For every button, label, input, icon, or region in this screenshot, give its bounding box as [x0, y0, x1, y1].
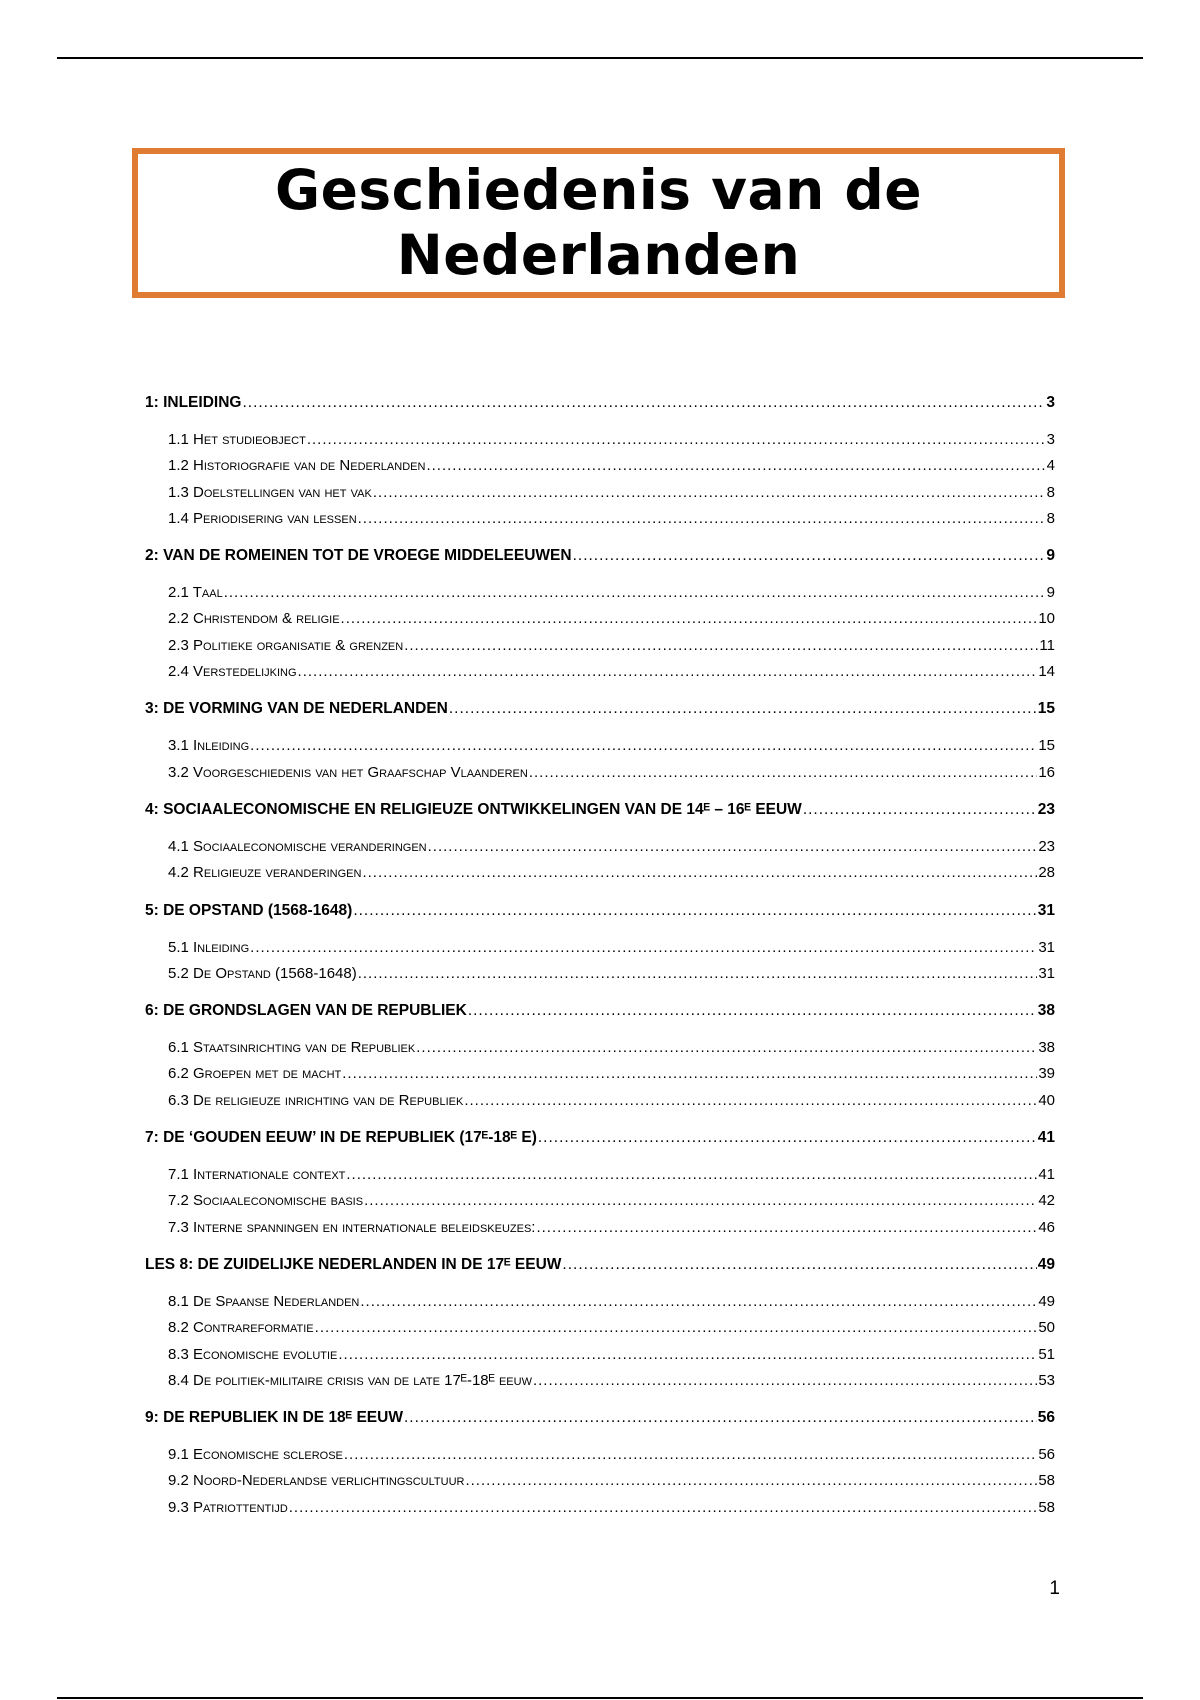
- toc-entry-label: 2.2 Christendom & religie: [168, 610, 340, 628]
- toc-entry-label: 4.2 Religieuze veranderingen: [168, 864, 362, 882]
- toc-entry-label: 2: VAN DE ROMEINEN TOT DE VROEGE MIDDELEEUWEN: [145, 547, 572, 565]
- toc-entry-label: 4: SOCIAALECONOMISCHE EN RELIGIEUZE ONTWIKKELINGEN VAN DE 14ᴱ – 16ᴱ EEUW: [145, 800, 802, 818]
- toc-entry-label: 4.1 Sociaaleconomische veranderingen: [168, 837, 427, 855]
- toc-entry-label: 3.2 Voorgeschiedenis van het Graafschap Vlaanderen: [168, 763, 528, 781]
- toc-entry-page: 9: [1046, 584, 1055, 602]
- toc-entry-label: 1.2 Historiografie van de Nederlanden: [168, 457, 426, 475]
- toc-entry-label: LES 8: DE ZUIDELIJKE NEDERLANDEN IN DE 17ᴱ EEUW: [145, 1255, 562, 1273]
- toc-entry-page: 41: [1037, 1129, 1055, 1147]
- toc-entry-page: 58: [1038, 1498, 1055, 1516]
- toc-entry-label: 7.2 Sociaaleconomische basis: [168, 1192, 364, 1210]
- toc-section-entry[interactable]: [145, 457, 1055, 483]
- toc-chapter-entry[interactable]: [145, 1129, 1055, 1155]
- toc-section-entry[interactable]: [145, 1219, 1055, 1245]
- toc-leader-dots: [533, 1372, 1037, 1389]
- toc-entry-page: 38: [1037, 1002, 1055, 1020]
- toc-entry-page: 53: [1038, 1371, 1055, 1389]
- toc-entry-page: 31: [1037, 901, 1055, 919]
- toc-section-entry[interactable]: [145, 737, 1055, 763]
- toc-leader-dots: [360, 1293, 1037, 1310]
- toc-leader-dots: [341, 610, 1038, 627]
- toc-leader-dots: [362, 864, 1037, 881]
- toc-entry-label: 1: INLEIDING: [145, 394, 242, 411]
- toc-leader-dots: [468, 1002, 1037, 1020]
- toc-chapter-entry[interactable]: [145, 801, 1055, 827]
- toc-entry-label: 6.1 Staatsinrichting van de Republiek: [168, 1039, 416, 1057]
- toc-section-entry[interactable]: [145, 431, 1055, 457]
- toc-section-entry[interactable]: [145, 610, 1055, 636]
- toc-entry-label: 9: DE REPUBLIEK IN DE 18ᴱ EEUW: [145, 1409, 403, 1427]
- table-of-contents: [145, 394, 1055, 1525]
- toc-chapter-entry[interactable]: [145, 700, 1055, 726]
- toc-leader-dots: [353, 902, 1036, 920]
- toc-leader-dots: [338, 1346, 1037, 1363]
- toc-entry-label: 6: DE GRONDSLAGEN VAN DE REPUBLIEK: [145, 1002, 467, 1020]
- toc-leader-dots: [428, 838, 1038, 855]
- toc-leader-dots: [562, 1256, 1036, 1274]
- toc-section-entry[interactable]: [145, 939, 1055, 965]
- toc-entry-label: 3.1 Inleiding: [168, 737, 250, 755]
- toc-chapter-entry[interactable]: [145, 902, 1055, 928]
- toc-section-entry[interactable]: [145, 1039, 1055, 1065]
- toc-entry-label: 9.2 Noord-Nederlandse verlichtingscultuur: [168, 1472, 465, 1490]
- toc-entry-page: 51: [1038, 1345, 1055, 1363]
- toc-entry-page: 49: [1038, 1292, 1055, 1310]
- toc-entry-label: 8.4 De politiek-militaire crisis van de late 17ᴱ-18ᴱ eeuw: [168, 1371, 532, 1389]
- toc-entry-page: 8: [1046, 483, 1055, 501]
- toc-entry-page: 23: [1038, 837, 1055, 855]
- toc-entry-page: 3: [1046, 394, 1055, 411]
- toc-section-entry[interactable]: [145, 838, 1055, 864]
- toc-entry-label: 2.1 Taal: [168, 584, 223, 602]
- toc-entry-label: 5: DE OPSTAND (1568-1648): [145, 901, 353, 919]
- toc-entry-page: 56: [1037, 1409, 1055, 1427]
- toc-leader-dots: [426, 457, 1045, 474]
- toc-entry-page: 11: [1039, 636, 1055, 654]
- header-rule: [57, 57, 1143, 59]
- toc-leader-dots: [529, 764, 1037, 781]
- toc-section-entry[interactable]: [145, 1472, 1055, 1498]
- toc-entry-page: 10: [1038, 610, 1055, 628]
- toc-entry-page: 9: [1046, 547, 1055, 565]
- toc-entry-page: 42: [1038, 1192, 1055, 1210]
- toc-chapter-entry[interactable]: [145, 1002, 1055, 1028]
- title-line-2: Nederlanden: [396, 223, 801, 287]
- toc-section-entry[interactable]: [145, 1319, 1055, 1345]
- toc-entry-page: 56: [1038, 1446, 1055, 1464]
- toc-entry-label: 7.3 Interne spanningen en internationale beleidskeuzes:: [168, 1218, 536, 1236]
- toc-entry-page: 39: [1038, 1065, 1055, 1083]
- toc-leader-dots: [342, 1065, 1037, 1082]
- toc-leader-dots: [358, 510, 1046, 527]
- toc-leader-dots: [289, 1499, 1038, 1516]
- toc-leader-dots: [224, 584, 1046, 601]
- toc-leader-dots: [536, 1219, 1037, 1236]
- toc-section-entry[interactable]: [145, 1372, 1055, 1398]
- toc-leader-dots: [344, 1446, 1037, 1463]
- toc-entry-page: 28: [1038, 864, 1055, 882]
- toc-leader-dots: [465, 1472, 1037, 1489]
- toc-leader-dots: [573, 547, 1046, 565]
- toc-leader-dots: [346, 1166, 1037, 1183]
- toc-section-entry[interactable]: [145, 1446, 1055, 1472]
- toc-entry-label: 2.4 Verstedelijking: [168, 663, 297, 681]
- toc-chapter-entry[interactable]: [145, 394, 1055, 420]
- toc-entry-page: 31: [1038, 964, 1055, 982]
- toc-entry-page: 38: [1038, 1039, 1055, 1057]
- toc-leader-dots: [803, 801, 1037, 819]
- toc-entry-label: 7: DE ‘GOUDEN EEUW’ IN DE REPUBLIEK (17ᴱ-18ᴱ E): [145, 1129, 537, 1147]
- toc-section-entry[interactable]: [145, 663, 1055, 689]
- toc-chapter-entry[interactable]: [145, 547, 1055, 573]
- toc-section-entry[interactable]: [145, 637, 1055, 663]
- toc-leader-dots: [404, 1409, 1037, 1427]
- toc-leader-dots: [307, 431, 1046, 448]
- toc-entry-page: 50: [1038, 1319, 1055, 1337]
- toc-leader-dots: [449, 700, 1037, 718]
- toc-entry-label: 8.3 Economische evolutie: [168, 1345, 338, 1363]
- toc-entry-page: 46: [1038, 1218, 1055, 1236]
- toc-entry-page: 58: [1038, 1472, 1055, 1490]
- title-box: [132, 148, 1065, 298]
- footer-rule: [57, 1697, 1143, 1699]
- toc-entry-label: 6.2 Groepen met de macht: [168, 1065, 342, 1083]
- toc-entry-page: 31: [1038, 938, 1055, 956]
- toc-entry-page: 4: [1046, 457, 1055, 475]
- toc-leader-dots: [298, 663, 1038, 680]
- toc-section-entry[interactable]: [145, 1166, 1055, 1192]
- toc-section-entry[interactable]: [145, 484, 1055, 510]
- toc-section-entry[interactable]: [145, 764, 1055, 790]
- toc-section-entry[interactable]: [145, 1192, 1055, 1218]
- toc-section-entry[interactable]: [145, 864, 1055, 890]
- toc-leader-dots: [538, 1129, 1037, 1147]
- toc-section-entry[interactable]: [145, 1092, 1055, 1118]
- toc-leader-dots: [416, 1039, 1037, 1056]
- toc-leader-dots: [250, 939, 1037, 956]
- toc-leader-dots: [404, 637, 1038, 654]
- toc-section-entry[interactable]: [145, 965, 1055, 991]
- toc-section-entry[interactable]: [145, 1065, 1055, 1091]
- toc-section-entry[interactable]: [145, 584, 1055, 610]
- toc-entry-label: 1.3 Doelstellingen van het vak: [168, 483, 372, 501]
- toc-entry-page: 41: [1038, 1166, 1055, 1184]
- toc-entry-label: 6.3 De religieuze inrichting van de Republiek: [168, 1091, 464, 1109]
- page-number: 1: [1049, 1578, 1060, 1599]
- toc-entry-page: 8: [1046, 509, 1055, 527]
- toc-entry-label: 9.3 Patriottentijd: [168, 1498, 288, 1516]
- toc-chapter-entry[interactable]: [145, 1256, 1055, 1282]
- toc-entry-page: 16: [1038, 763, 1055, 781]
- toc-entry-page: 15: [1037, 700, 1055, 718]
- toc-entry-page: 15: [1038, 737, 1055, 755]
- toc-entry-page: 23: [1037, 800, 1055, 818]
- title-line-1: Geschiedenis van de: [274, 158, 923, 222]
- toc-section-entry[interactable]: [145, 510, 1055, 536]
- toc-entry-label: 3: DE VORMING VAN DE NEDERLANDEN: [145, 700, 448, 718]
- toc-entry-label: 2.3 Politieke organisatie & grenzen: [168, 636, 404, 654]
- toc-entry-label: 5.2 De Opstand (1568-1648): [168, 964, 357, 982]
- toc-leader-dots: [250, 737, 1037, 754]
- document-title: [275, 158, 922, 288]
- toc-leader-dots: [315, 1319, 1038, 1336]
- toc-entry-label: 8.1 De Spaanse Nederlanden: [168, 1292, 360, 1310]
- toc-leader-dots: [242, 394, 1045, 412]
- toc-chapter-entry[interactable]: [145, 1409, 1055, 1435]
- toc-section-entry[interactable]: [145, 1499, 1055, 1525]
- toc-entry-label: 1.4 Periodisering van lessen: [168, 509, 357, 527]
- toc-leader-dots: [358, 965, 1038, 982]
- toc-entry-label: 1.1 Het studieobject: [168, 431, 306, 448]
- toc-entry-page: 3: [1046, 431, 1055, 448]
- toc-section-entry[interactable]: [145, 1346, 1055, 1372]
- toc-entry-label: 7.1 Internationale context: [168, 1166, 346, 1184]
- toc-entry-page: 49: [1037, 1255, 1055, 1273]
- toc-leader-dots: [364, 1192, 1037, 1209]
- toc-leader-dots: [464, 1092, 1037, 1109]
- toc-entry-page: 40: [1038, 1091, 1055, 1109]
- toc-entry-label: 9.1 Economische sclerose: [168, 1446, 343, 1464]
- toc-leader-dots: [373, 484, 1046, 501]
- toc-entry-label: 5.1 Inleiding: [168, 938, 250, 956]
- toc-entry-page: 14: [1038, 663, 1055, 681]
- toc-entry-label: 8.2 Contrareformatie: [168, 1319, 314, 1337]
- toc-section-entry[interactable]: [145, 1293, 1055, 1319]
